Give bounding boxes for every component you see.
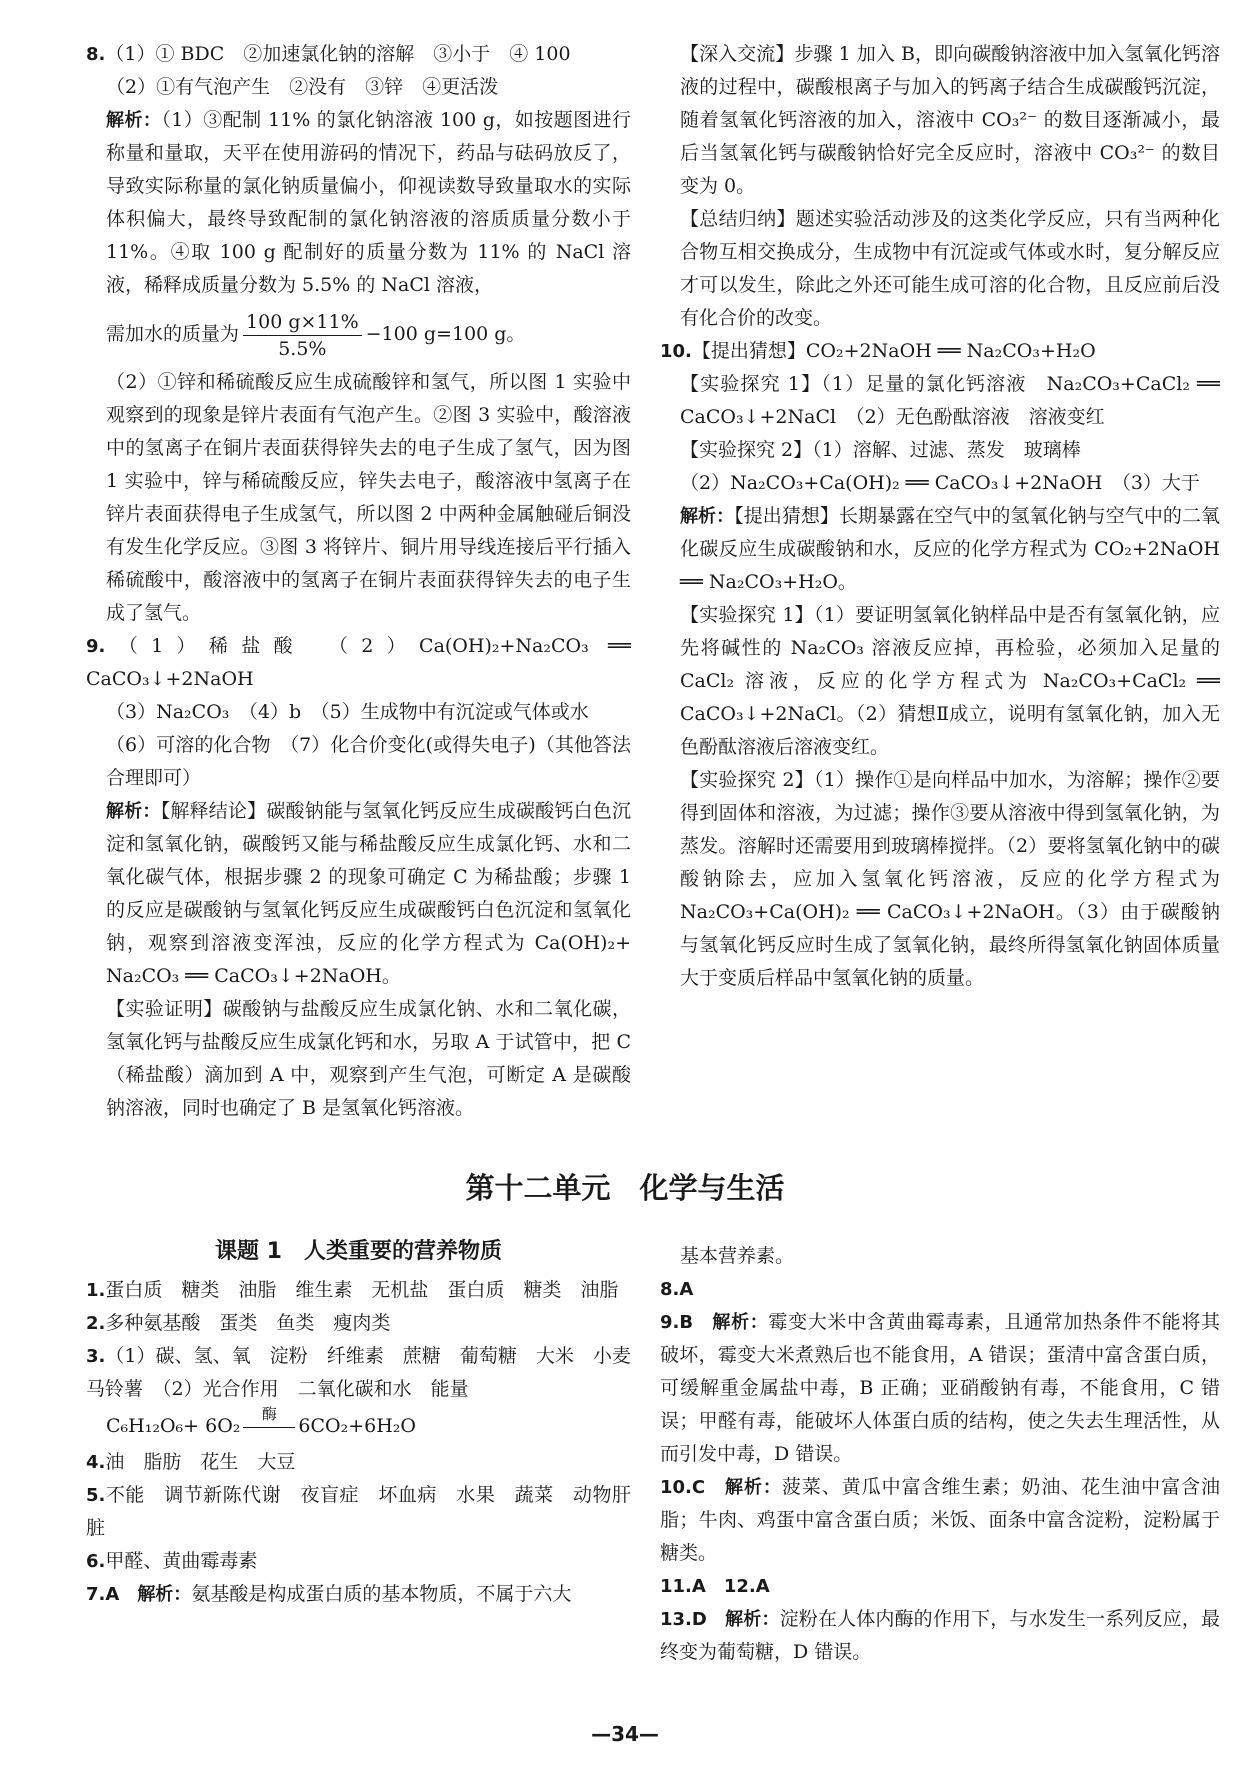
l-q5: 5.不能 调节新陈代谢 夜盲症 坏血病 水果 蔬菜 动物肝脏 [86, 1484, 631, 1539]
q8-analysis-part2: （2）①锌和稀硫酸反应生成硫酸锌和氢气，所以图 1 实验中观察到的现象是锌片表面有气泡产生。②图 3 实验中，酸溶液中的氢离子在铜片表面获得锌失去的电子生成了氢气，因为图 1 实验中，锌与稀硫酸反应，锌失去电子，酸溶液中氢离子在锌片表面获得电子生成氢气，所以图 2 中两种金属触碰后铜没有发生化学反应。③图 3 将锌片、铜片用导线连接后平行插入稀硫酸中，酸溶液中的氢离子在铜片表面获得锌失去的电子生成了氢气。 [106, 371, 631, 624]
dilution-formula: 需加水的质量为 $\frac{100 g\times 11\%}{5.5\%}$ −100 g=100 g。 [106, 310, 526, 360]
right-column-bottom [660, 1240, 1220, 1669]
lesson-title: 课题 1 人类重要的营养物质 [215, 1239, 502, 1264]
column-divider [646, 38, 647, 1128]
q10-analysis-exp1: 【实验探究 1】（1）要证明氢氧化钠样品中是否有氢氧化钠，应先将碱性的 Na₂CO₃ 溶液反应掉，再检验，必须加入足量的 CaCl₂ 溶液，反应的化学方程式为 Na₂CO₃+CaCl₂ ══ CaCO₃↓+2NaCl。（2）猜想Ⅱ成立，说明有氢氧化钠，加入无色酚酞溶液后溶液变红。 [680, 604, 1220, 758]
l-q4: 4.油 脂肪 花生 大豆 [86, 1451, 296, 1473]
q10-line1: 10.【提出猜想】CO₂+2NaOH ══ Na₂CO₃+H₂O [660, 340, 1096, 362]
q9-summary: 【总结归纳】题述实验活动涉及的这类化学反应，只有当两种化合物互相交换成分，生成物中有沉淀或气体或水时，复分解反应才可以发生，除此之外还可能生成可溶的化合物，且反应前后没有化合价的改变。 [680, 208, 1220, 329]
r-q10: 10.C 解析：菠菜、黄瓜中富含维生素；奶油、花生油中富含油脂；牛肉、鸡蛋中富含蛋白质；米饭、面条中富含淀粉，淀粉属于糖类。 [660, 1476, 1220, 1564]
q8-analysis: 解析：（1）③配制 11% 的氯化钠溶液 100 g，如按题图进行称量和量取，天平在使用游码的情况下，药品与砝码放反了，导致实际称量的氯化钠质量偏小，仰视读数导致量取水的实际体积偏大，最终导致配制的氯化钠溶液的溶质质量分数小于 11%。④取 100 g 配制好的质量分数为 11% 的 NaCl 溶液，稀释成质量分数为 5.5% 的 NaCl 溶液， [106, 109, 632, 296]
glucose-equation: C₆H₁₂O₆+ 6O₂ 酶 6CO₂+6H₂O [106, 1404, 416, 1437]
q9-line2: （3）Na₂CO₃ （4）b （5）生成物中有沉淀或气体或水 [106, 701, 589, 723]
l-q7: 7.A 解析：氨基酸是构成蛋白质的基本物质，不属于六大 [86, 1583, 572, 1605]
q10-analysis: 解析：【提出猜想】长期暴露在空气中的氢氧化钠与空气中的二氧化碳反应生成碳酸钠和水，反应的化学方程式为 CO₂+2NaOH ══ Na₂CO₃+H₂O。 [680, 505, 1220, 593]
unit-title: 第十二单元 化学与生活 [465, 1171, 785, 1205]
q10-experiment1: 【实验探究 1】（1）足量的氯化钙溶液 Na₂CO₃+CaCl₂ ══ CaCO₃↓+2NaCl （2）无色酚酞溶液 溶液变红 [680, 373, 1220, 428]
q9-experiment-proof: 【实验证明】碳酸钠与盐酸反应生成氯化钠、水和二氧化碳，氢氧化钙与盐酸反应生成氯化钙和水，另取 A 于试管中，把 C（稀盐酸）滴加到 A 中，观察到产生气泡，可断定 A 是碳酸钠溶液，同时也确定了 B 是氢氧化钙溶液。 [106, 998, 631, 1119]
l-q6: 6.甲醛、黄曲霉毒素 [86, 1550, 258, 1572]
q8-line1: 8.（1）① BDC ②加速氯化钠的溶解 ③小于 ④ 100 [86, 43, 571, 65]
q10-experiment2: 【实验探究 2】（1）溶解、过滤、蒸发 玻璃棒 [680, 439, 1081, 461]
q9-deep-exchange: 【深入交流】步骤 1 加入 B，即向碳酸钠溶液中加入氢氧化钙溶液的过程中，碳酸根离子与加入的钙离子结合生成碳酸钙沉淀，随着氢氧化钙溶液的加入，溶液中 CO₃²⁻ 的数目逐渐减小，最后当氢氧化钙与碳酸钠恰好完全反应时，溶液中 CO₃²⁻ 的数目变为 0。 [680, 43, 1220, 197]
right-column-top [660, 38, 1220, 995]
left-column-top [86, 38, 631, 1125]
q9-analysis: 解析：【解释结论】碳酸钠能与氢氧化钙反应生成碳酸钙白色沉淀和氢氧化钠，碳酸钙又能与稀盐酸反应生成氯化钙、水和二氧化碳气体，根据步骤 2 的现象可确定 C 为稀盐酸；步骤 1 的反应是碳酸钠与氢氧化钙反应生成碳酸钙白色沉淀和氢氧化钠，观察到溶液变浑浊，反应的化学方程式为 Ca(OH)₂+ Na₂CO₃ ══ CaCO₃↓+2NaOH。 [106, 800, 631, 987]
r-q9: 9.B 解析：霉变大米中含黄曲霉毒素，且通常加热条件不能将其破坏，霉变大米煮熟后也不能食用，A 错误；蛋清中富含蛋白质，可缓解重金属盐中毒，B 正确；亚硝酸钠有毒，不能食用，C 错误；甲醛有毒，能破坏人体蛋白质的结构，使之失去生理活性，从而引发中毒，D 错误。 [660, 1311, 1220, 1465]
left-column-bottom [86, 1232, 651, 1611]
l-q2: 2.多种氨基酸 蛋类 鱼类 瘦肉类 [86, 1312, 391, 1334]
q9-line1: 9.（1）稀盐酸 （2）Ca(OH)₂+Na₂CO₃ ══ CaCO₃↓+2NaOH [86, 635, 631, 690]
q10-line4: （2）Na₂CO₃+Ca(OH)₂ ══ CaCO₃↓+2NaOH （3）大于 [680, 472, 1200, 494]
reaction-arrow: 酶 [243, 1427, 295, 1428]
l-q3: 3.（1）碳、氢、氧 淀粉 纤维素 蔗糖 葡萄糖 大米 小麦 马铃薯 （2）光合作用 二氧化碳和水 能量 [86, 1345, 651, 1400]
r-continuation: 基本营养素。 [680, 1245, 795, 1267]
q9-line3: （6）可溶的化合物 （7）化合价变化(或得失电子)（其他答法合理即可） [106, 734, 631, 789]
q8-line2: （2）①有气泡产生 ②没有 ③锌 ④更活泼 [106, 76, 499, 98]
r-q11-12: 11.A 12.A [660, 1576, 770, 1597]
r-q8: 8.A [660, 1279, 694, 1300]
fraction: $\frac{100 g\times 11\%}{5.5\%}$ [243, 309, 362, 362]
page-number: —34— [591, 1722, 659, 1746]
q10-analysis-exp2: 【实验探究 2】（1）操作①是向样品中加水，为溶解；操作②要得到固体和溶液，为过滤；操作③要从溶液中得到氢氧化钠，为蒸发。溶解时还需要用到玻璃棒搅拌。（2）要将氢氧化钠中的碳酸钠除去，应加入氢氧化钙溶液，反应的化学方程式为 Na₂CO₃+Ca(OH)₂ ══ CaCO₃↓+2NaOH。（3）由于碳酸钠与氢氧化钙反应时生成了氢氧化钠，最终所得氢氧化钠固体质量大于变质后样品中氢氧化钠的质量。 [680, 769, 1220, 989]
r-q13: 13.D 解析：淀粉在人体内酶的作用下，与水发生一系列反应，最终变为葡萄糖，D 错误。 [660, 1608, 1220, 1663]
l-q1: 1.蛋白质 糖类 油脂 维生素 无机盐 蛋白质 糖类 油脂 [86, 1279, 619, 1301]
